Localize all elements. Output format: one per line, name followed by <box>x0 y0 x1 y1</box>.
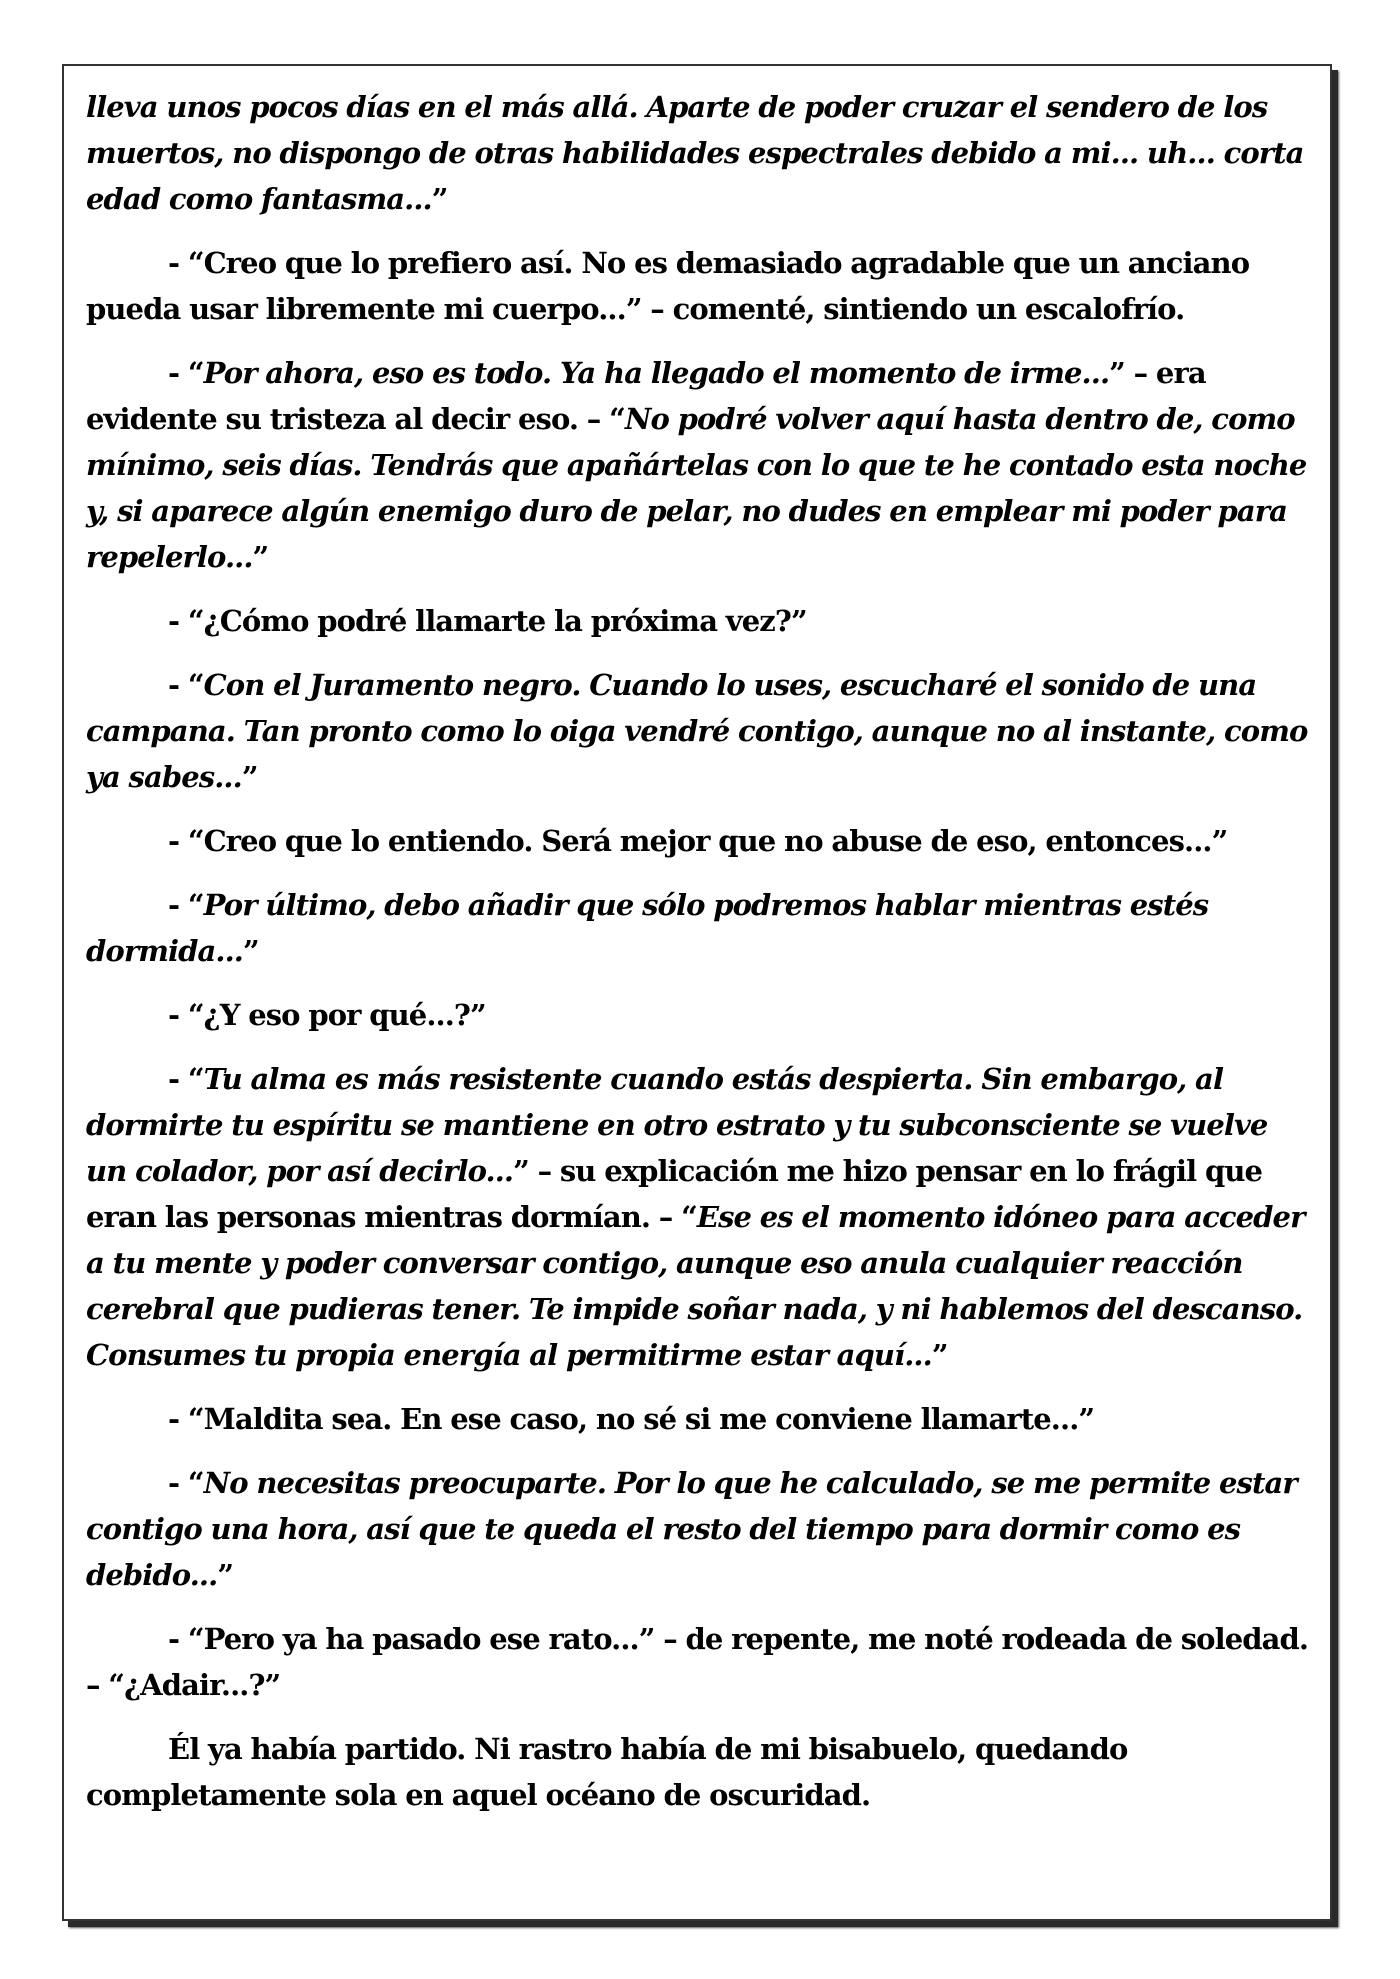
paragraph <box>86 598 1316 644</box>
narrative-text: - “¿Y eso por qué...?” <box>168 998 486 1032</box>
narrative-text: - “ <box>168 668 204 702</box>
dialogue-italic-text: Por ahora, eso es todo. Ya ha llegado el momento de irme... <box>203 356 1110 390</box>
narrative-text: ” <box>931 1338 948 1372</box>
paragraph <box>86 1460 1316 1598</box>
narrative-text: - “¿Cómo podré llamarte la próxima vez?” <box>168 604 807 638</box>
dialogue-italic-text: No podré volver aquí hasta dentro de, como mínimo, seis días. Tendrás que apañártelas con lo que te he contado esta noche y, si aparece algún enemigo duro de pelar, no dudes en emplear mi poder para repelerlo... <box>86 402 1307 574</box>
narrative-text: - “ <box>168 888 204 922</box>
dialogue-italic-text: Ese es el momento idóneo para acceder a tu mente y poder conversar contigo, aunque eso anula cualquier reacción cerebral que pudieras tener. Te impide soñar nada, y ni hablemos del descanso. Consumes tu propia energía al permitirme estar aquí... <box>86 1200 1305 1372</box>
paragraph <box>86 240 1316 332</box>
narrative-text: ” <box>241 760 258 794</box>
narrative-text: ” – su explicación me hizo pensar en lo frágil que eran las personas mientras dormían. – “ <box>86 1154 1263 1234</box>
paragraph <box>86 992 1316 1038</box>
dialogue-italic-text: Tu alma es más resistente cuando estás despierta. Sin embargo, al dormirte tu espíritu se mantiene en otro estrato y tu subconsciente se vuelve un colador, por así decirlo... <box>86 1062 1268 1188</box>
narrative-text: - “Pero ya ha pasado ese rato...” – de repente, me noté rodeada de soledad. – “¿Adair...?” <box>86 1622 1309 1702</box>
narrative-text: - “Creo que lo prefiero así. No es demasiado agradable que un anciano pueda usar libremente mi cuerpo...” – comenté, sintiendo un escalofrío. <box>86 246 1250 326</box>
paragraph <box>86 882 1316 974</box>
narrative-text: Él ya había partido. Ni rastro había de mi bisabuelo, quedando completamente sola en aquel océano de oscuridad. <box>86 1732 1128 1812</box>
narrative-text: - “Maldita sea. En ese caso, no sé si me conviene llamarte...” <box>168 1402 1095 1436</box>
narrative-text: - “ <box>168 1466 204 1500</box>
paragraph <box>86 818 1316 864</box>
narrative-text: ” <box>431 182 448 216</box>
narrative-text: ” <box>242 934 259 968</box>
dialogue-italic-text: Por último, debo añadir que sólo podremos hablar mientras estés dormida... <box>86 888 1209 968</box>
document-body <box>86 84 1316 1836</box>
paragraph <box>86 350 1316 580</box>
dialogue-italic-text: lleva unos pocos días en el más allá. Aparte de poder cruzar el sendero de los muertos, no dispongo de otras habilidades espectrales debido a mi... uh... corta edad como fantasma... <box>86 90 1304 216</box>
narrative-text: ” <box>252 540 269 574</box>
paragraph <box>86 84 1316 222</box>
narrative-text: - “ <box>168 1062 204 1096</box>
paragraph <box>86 1726 1316 1818</box>
dialogue-italic-text: No necesitas preocuparte. Por lo que he calculado, se me permite estar contigo una hora, así que te queda el resto del tiempo para dormir como es debido... <box>86 1466 1297 1592</box>
narrative-text: - “ <box>168 356 204 390</box>
page-frame <box>62 64 1332 1921</box>
narrative-text: ” – era evidente su tristeza al decir eso. – “ <box>86 356 1206 436</box>
narrative-text: - “Creo que lo entiendo. Será mejor que no abuse de eso, entonces...” <box>168 824 1228 858</box>
paragraph <box>86 662 1316 800</box>
narrative-text: ” <box>217 1558 234 1592</box>
paragraph <box>86 1056 1316 1378</box>
paragraph <box>86 1616 1316 1708</box>
dialogue-italic-text: Con el Juramento negro. Cuando lo uses, escucharé el sonido de una campana. Tan pronto como lo oiga vendré contigo, aunque no al instante, como ya sabes... <box>86 668 1308 794</box>
paragraph <box>86 1396 1316 1442</box>
